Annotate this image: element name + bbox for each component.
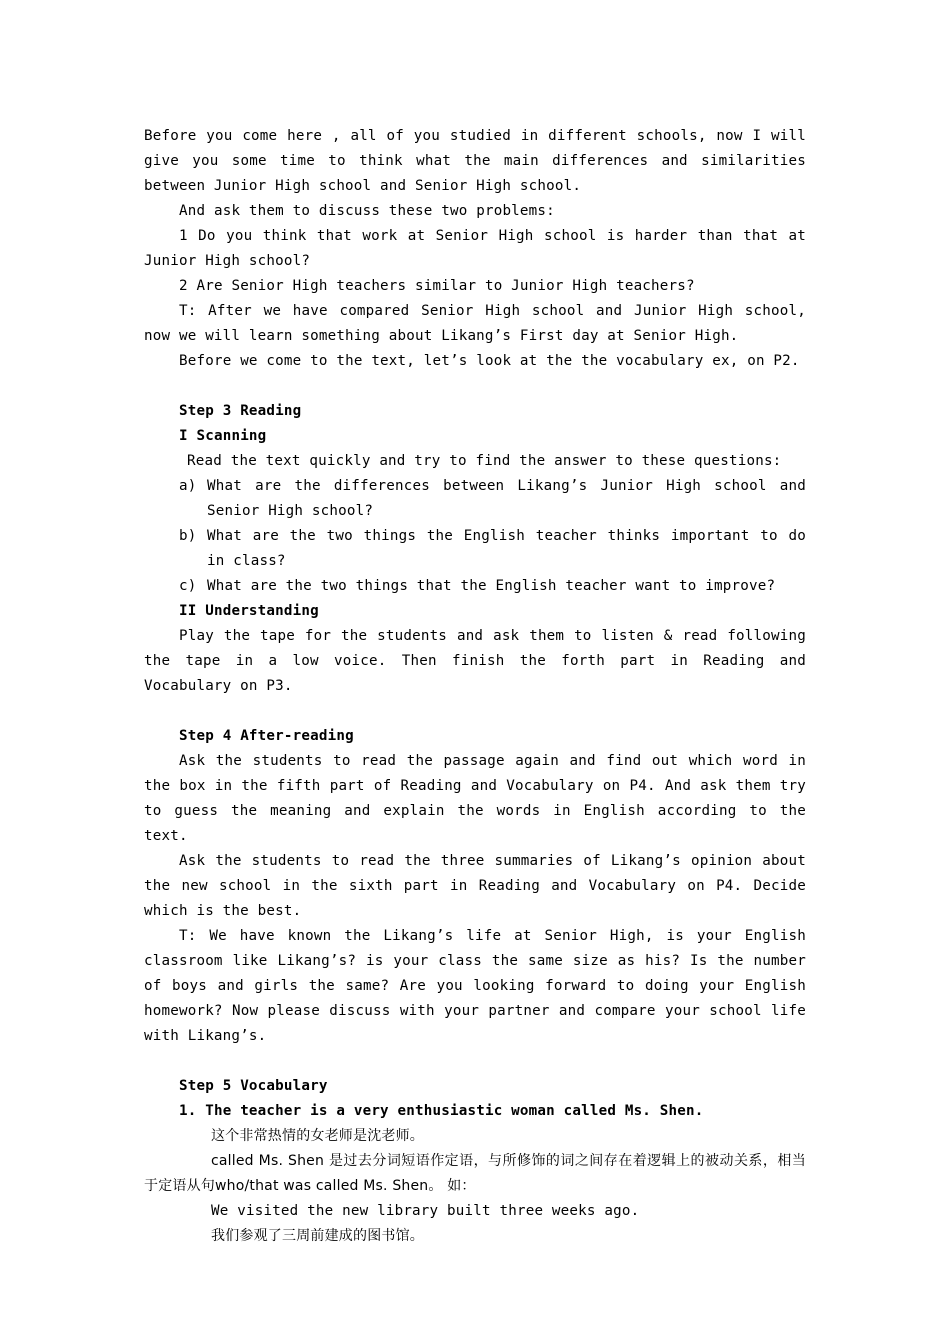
step4-paragraph-3: T: We have known the Likang’s life at Senior High, is your English classroom like Likang’s? is your class the same size as his? Is the number of boys and girls the same? Are you looking forward to doing your English homework? Now please discuss with your partner and compare your school life with Likang’s. bbox=[144, 928, 806, 1044]
intro-vocab-note: Before we come to the text, let’s look at the the vocabulary ex, on P2. bbox=[179, 353, 800, 369]
intro-instruction: And ask them to discuss these two problems: bbox=[179, 203, 555, 219]
spacer bbox=[144, 374, 806, 399]
step4-heading: Step 4 After-reading bbox=[179, 728, 354, 744]
understanding-heading: II Understanding bbox=[179, 603, 319, 619]
understanding-paragraph: Play the tape for the students and ask them to listen & read following the tape in a low voice. Then finish the forth part in Reading and Vocabulary on P3. bbox=[144, 628, 806, 694]
step5-heading: Step 5 Vocabulary bbox=[179, 1078, 328, 1094]
question-item-c bbox=[144, 574, 806, 599]
step3-heading: Step 3 Reading bbox=[179, 403, 302, 419]
step4-paragraph-2: Ask the students to read the three summaries of Likang’s opinion about the new school in the sixth part in Reading and Vocabulary on P4. Decide which is the best. bbox=[144, 853, 806, 919]
grammar-explanation: called Ms. Shen 是过去分词短语作定语，与所修饰的词之间存在着逻辑上的被动关系，相当于定语从句who/that was called Ms. Shen。 如： bbox=[144, 1153, 806, 1194]
question-text: What are the two things that the English teacher want to improve? bbox=[207, 578, 776, 594]
scanning-heading: I Scanning bbox=[179, 428, 267, 444]
question-item-b bbox=[144, 524, 806, 574]
intro-paragraph: Before you come here , all of you studied in different schools, now I will give you some time to think what the main differences and similarities between Junior High school and Senior High school. bbox=[144, 128, 806, 194]
question-text: What are the two things the English teacher thinks important to do in class? bbox=[207, 528, 806, 569]
step4-paragraph-1: Ask the students to read the passage again and find out which word in the box in the fifth part of Reading and Vocabulary on P4. And ask them try to guess the meaning and explain the words in English according to the text. bbox=[144, 753, 806, 844]
vocab-item-1-translation: 这个非常热情的女老师是沈老师。 bbox=[211, 1128, 424, 1144]
question-marker: b) bbox=[179, 528, 197, 544]
question-marker: a) bbox=[179, 478, 197, 494]
scanning-instruction: Read the text quickly and try to find the answer to these questions: bbox=[187, 453, 782, 469]
spacer bbox=[144, 1049, 806, 1074]
example-translation: 我们参观了三周前建成的图书馆。 bbox=[211, 1228, 424, 1244]
intro-question-2: 2 Are Senior High teachers similar to Junior High teachers? bbox=[179, 278, 695, 294]
intro-teacher-talk: T: After we have compared Senior High school and Junior High school, now we will learn something about Likang’s First day at Senior High. bbox=[144, 303, 806, 344]
intro-question-1: 1 Do you think that work at Senior High school is harder than that at Junior High school? bbox=[144, 228, 806, 269]
question-marker: c) bbox=[179, 578, 197, 594]
question-text: What are the differences between Likang’s Junior High school and Senior High school? bbox=[207, 478, 806, 519]
question-item-a bbox=[144, 474, 806, 524]
example-sentence: We visited the new library built three weeks ago. bbox=[211, 1203, 640, 1219]
vocab-item-1: 1. The teacher is a very enthusiastic woman called Ms. Shen. bbox=[179, 1103, 704, 1119]
document-body bbox=[144, 124, 806, 1249]
spacer bbox=[144, 699, 806, 724]
